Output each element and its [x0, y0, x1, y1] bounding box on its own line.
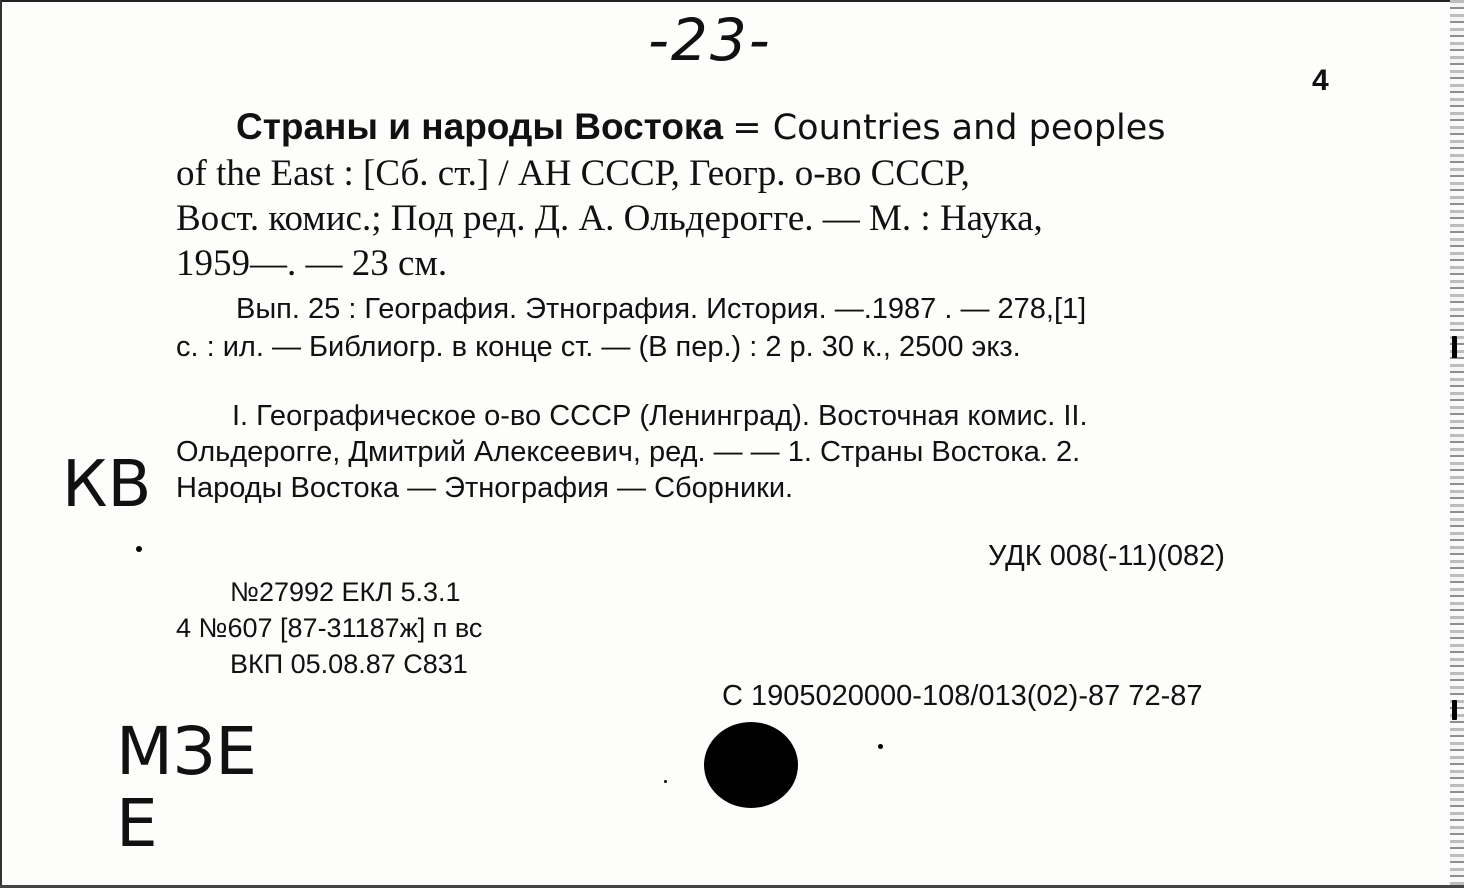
- card-edge-left: [0, 0, 2, 888]
- ink-speck: [136, 546, 142, 552]
- ink-speck: [664, 780, 667, 783]
- main-title: Страны и народы Востока: [236, 106, 724, 147]
- volume-line-1: Вып. 25 : География. Этнография. История. —.1987 . — 278,[1]: [236, 293, 1087, 325]
- volume-line-2: с. : ил. — Библиогр. в конце ст. — (В пер.) : 2 р. 30 к., 2500 экз.: [176, 331, 1021, 363]
- subject-line-3: Народы Востока — Этнография — Сборники.: [176, 472, 794, 504]
- handwritten-m3e-line-1: МЗЕ: [116, 713, 257, 790]
- subject-headings: [176, 398, 1088, 506]
- registry-line-1: №27992 ЕКЛ 5.3.1: [230, 577, 461, 607]
- registry-line-2: 4 №607 [87-31187ж] п вс: [176, 613, 483, 643]
- subject-line-2: Ольдерогге, Дмитрий Алексеевич, ред. — — 1. Страны Востока. 2.: [176, 436, 1081, 468]
- subject-line-1: I. Географическое о-во СССР (Ленинград). Восточная комис. II.: [232, 400, 1088, 432]
- main-entry-line-2: of the East : [Сб. ст.] / АН СССР, Геогр. о-во СССР,: [176, 153, 970, 194]
- ink-speck: [1452, 700, 1457, 720]
- handwritten-page-number: -23-: [648, 6, 772, 74]
- classification-code: С 1905020000-108/013(02)-87 72-87: [722, 680, 1203, 712]
- card-edge-right: [1450, 0, 1464, 888]
- ink-speck: [1452, 336, 1457, 358]
- main-entry-line-3: Вост. комис.; Под ред. Д. А. Ольдерогге. — М. : Наука,: [176, 198, 1043, 239]
- handwritten-kb-note: КВ: [62, 448, 152, 522]
- card-number: 4: [1312, 64, 1329, 97]
- card-edge-top: [0, 0, 1464, 2]
- handwritten-m3e-line-2: Е: [116, 785, 158, 862]
- main-entry-line-1: [176, 104, 1166, 151]
- registry-block: [176, 574, 482, 682]
- handwritten-m3e-note: [116, 713, 257, 862]
- volume-entry: [176, 290, 1086, 366]
- punched-hole: [704, 722, 798, 808]
- ink-speck: [878, 744, 883, 749]
- main-entry-line-4: 1959—. — 23 см.: [176, 243, 448, 284]
- parallel-title: = Countries and peoples: [732, 108, 1166, 148]
- udk-code: УДК 008(-11)(082): [988, 540, 1225, 572]
- registry-line-3: ВКП 05.08.87 С831: [230, 649, 468, 679]
- main-entry: [176, 104, 1166, 286]
